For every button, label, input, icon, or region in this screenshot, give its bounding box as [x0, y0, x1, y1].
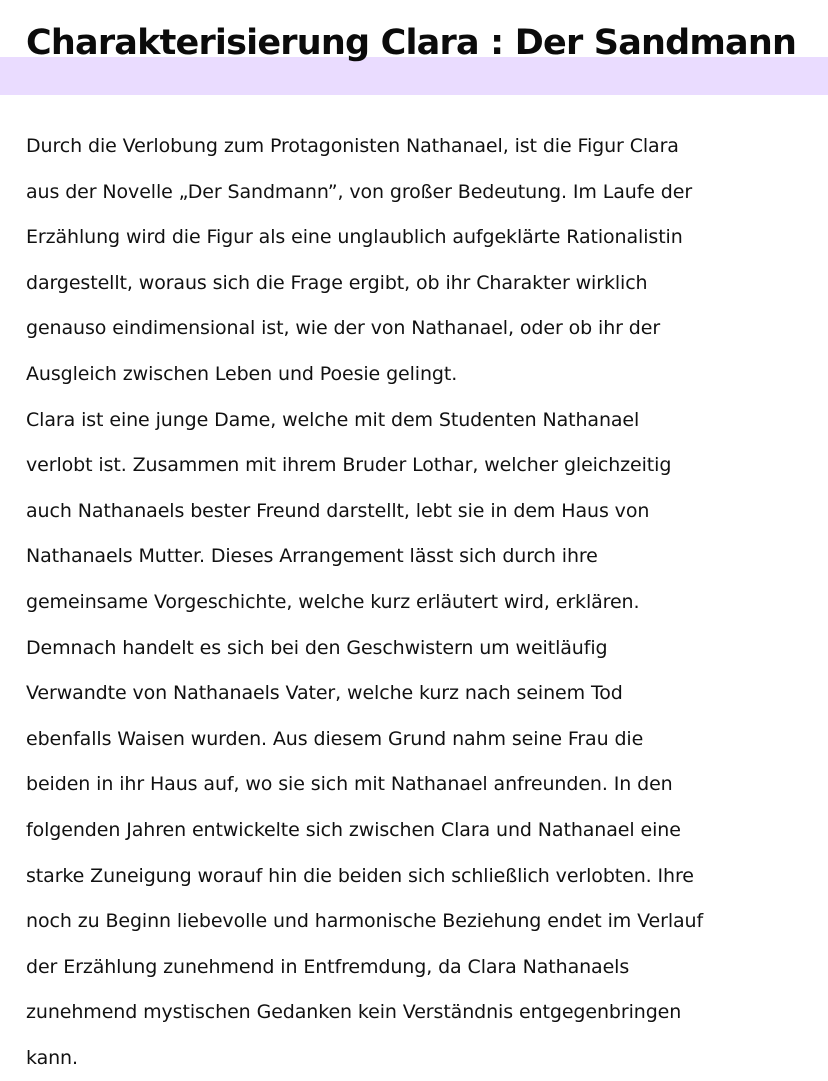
- text-line: Verwandte von Nathanaels Vater, welche kurz nach seinem Tod: [26, 682, 623, 705]
- text-line: dargestellt, woraus sich die Frage ergibt, ob ihr Charakter wirklich: [26, 271, 648, 294]
- text-line: beiden in ihr Haus auf, wo sie sich mit Nathanael anfreunden. In den: [26, 773, 673, 796]
- text-line: noch zu Beginn liebevolle und harmonische Beziehung endet im Verlauf: [26, 910, 704, 933]
- text-line: Demnach handelt es sich bei den Geschwistern um weitläufig: [26, 636, 608, 659]
- text-line: genauso eindimensional ist, wie der von Nathanael, oder ob ihr der: [26, 317, 661, 340]
- text-line: gemeinsame Vorgeschichte, welche kurz erläutert wird, erklären.: [26, 590, 640, 613]
- text-line: zunehmend mystischen Gedanken kein Verständnis entgegenbringen: [26, 1001, 682, 1024]
- page-title: Charakterisierung Clara : Der Sandmann: [26, 23, 797, 63]
- text-line: folgenden Jahren entwickelte sich zwischen Clara und Nathanael eine: [26, 818, 681, 841]
- text-line: Ausgleich zwischen Leben und Poesie gelingt.: [26, 362, 458, 385]
- text-line: kann.: [26, 1046, 78, 1069]
- text-line: Nathanaels Mutter. Dieses Arrangement lässt sich durch ihre: [26, 545, 598, 568]
- text-line: starke Zuneigung worauf hin die beiden sich schließlich verlobten. Ihre: [26, 864, 694, 887]
- text-line: aus der Novelle „Der Sandmann”, von großer Bedeutung. Im Laufe der: [26, 180, 693, 203]
- text-line: Erzählung wird die Figur als eine unglaublich aufgeklärte Rationalistin: [26, 226, 683, 249]
- text-line: ebenfalls Waisen wurden. Aus diesem Grund nahm seine Frau die: [26, 727, 644, 750]
- text-line: Clara ist eine junge Dame, welche mit dem Studenten Nathanael: [26, 408, 640, 431]
- text-line: auch Nathanaels bester Freund darstellt, lebt sie in dem Haus von: [26, 499, 650, 522]
- text-line: Durch die Verlobung zum Protagonisten Nathanael, ist die Figur Clara: [26, 135, 679, 157]
- essay-body: [26, 124, 816, 1081]
- text-line: der Erzählung zunehmend in Entfremdung, da Clara Nathanaels: [26, 955, 630, 978]
- text-line: verlobt ist. Zusammen mit ihrem Bruder Lothar, welcher gleichzeitig: [26, 454, 672, 477]
